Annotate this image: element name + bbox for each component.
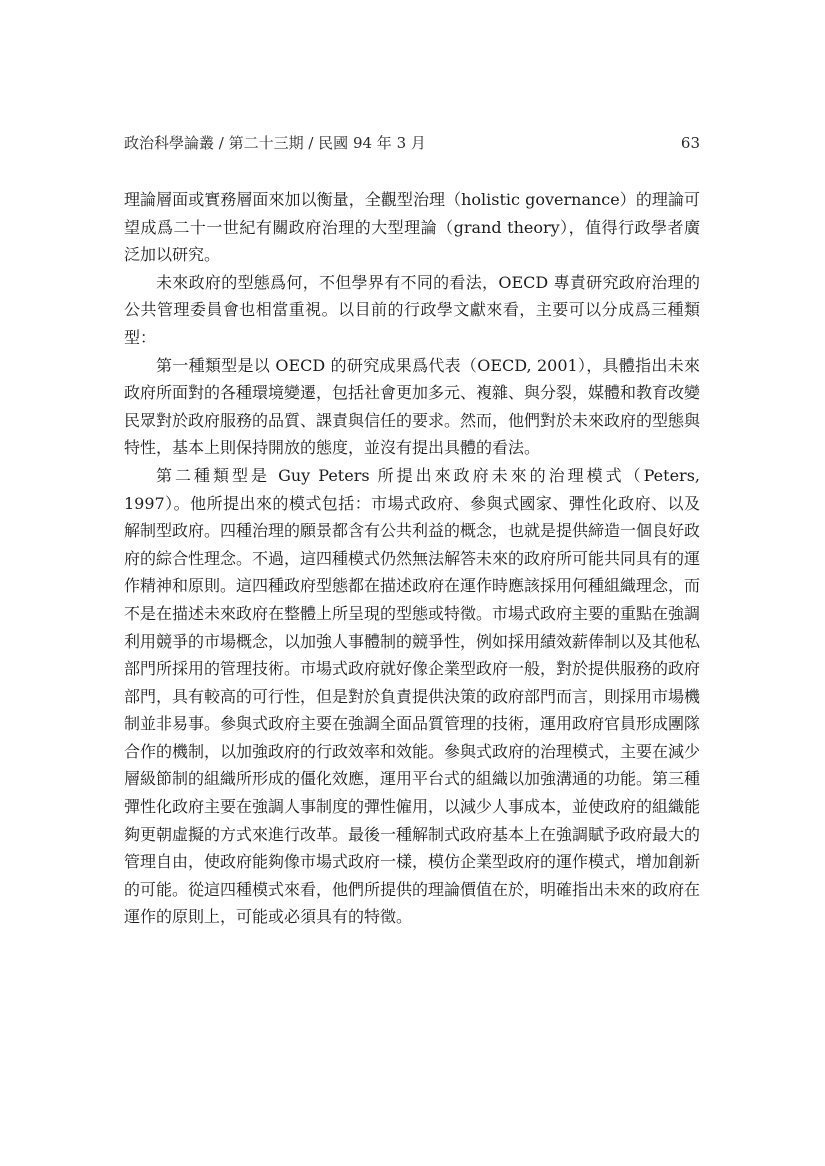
- running-head: [124, 132, 700, 154]
- page-number: 63: [680, 134, 700, 152]
- body-text: [124, 186, 700, 931]
- paragraph-type-two-peters: 第二種類型是 Guy Peters 所提出來政府未來的治理模式（Peters, 1997）。他所提出來的模式包括：市場式政府、參與式國家、彈性化政府、以及解制型政府。四種治理的願景都含有公共利益的概念，也就是提供締造一個良好政府的綜合性理念。不過，這四種模式仍然無法解答未來的政府所可能共同具有的運作精神和原則。這四種政府型態都在描述政府在運作時應該採用何種組織理念，而不是在描述未來政府在整體上所呈現的型態或特徵。市場式政府主要的重點在強調利用競爭的市場概念，以加強人事體制的競爭性，例如採用績效薪俸制以及其他私部門所採用的管理技術。市場式政府就好像企業型政府一般，對於提供服務的政府部門，具有較高的可行性，但是對於負責提供決策的政府部門而言，則採用市場機制並非易事。參與式政府主要在強調全面品質管理的技術，運用政府官員形成團隊合作的機制，以加強政府的行政效率和效能。參與式政府的治理模式，主要在減少層級節制的組織所形成的僵化效應，運用平台式的組織以加強溝通的功能。第三種彈性化政府主要在強調人事制度的彈性僱用，以減少人事成本，並使政府的組織能夠更朝虛擬的方式來進行改革。最後一種解制式政府基本上在強調賦予政府最大的管理自由，使政府能夠像市場式政府一樣，模仿企業型政府的運作模式，增加創新的可能。從這四種模式來看，他們所提供的理論價值在於，明確指出未來的政府在運作的原則上，可能或必須具有的特徵。: [124, 465, 701, 927]
- paragraph-continued: 理論層面或實務層面來加以衡量，全觀型治理（holistic governance）的理論可望成爲二十一世紀有關政府治理的大型理論（grand theory），值得行政學者廣泛加以研究。: [124, 190, 700, 265]
- journal-issue-header: 政治科學論叢 / 第二十三期 / 民國 94 年 3 月: [124, 134, 426, 152]
- paragraph-future-government-types: 未來政府的型態爲何，不但學界有不同的看法，OECD 專責研究政府治理的公共管理委員會也相當重視。以目前的行政學文獻來看，主要可以分成爲三種類型：: [124, 272, 700, 347]
- paragraph-type-one-oecd: 第一種類型是以 OECD 的研究成果爲代表（OECD, 2001），具體指出未來政府所面對的各種環境變遷，包括社會更加多元、複雜、與分裂，媒體和教育改變民眾對於政府服務的品質、課責與信任的要求。然而，他們對於未來政府的型態與特性，基本上則保持開放的態度，並沒有提出具體的看法。: [124, 355, 701, 458]
